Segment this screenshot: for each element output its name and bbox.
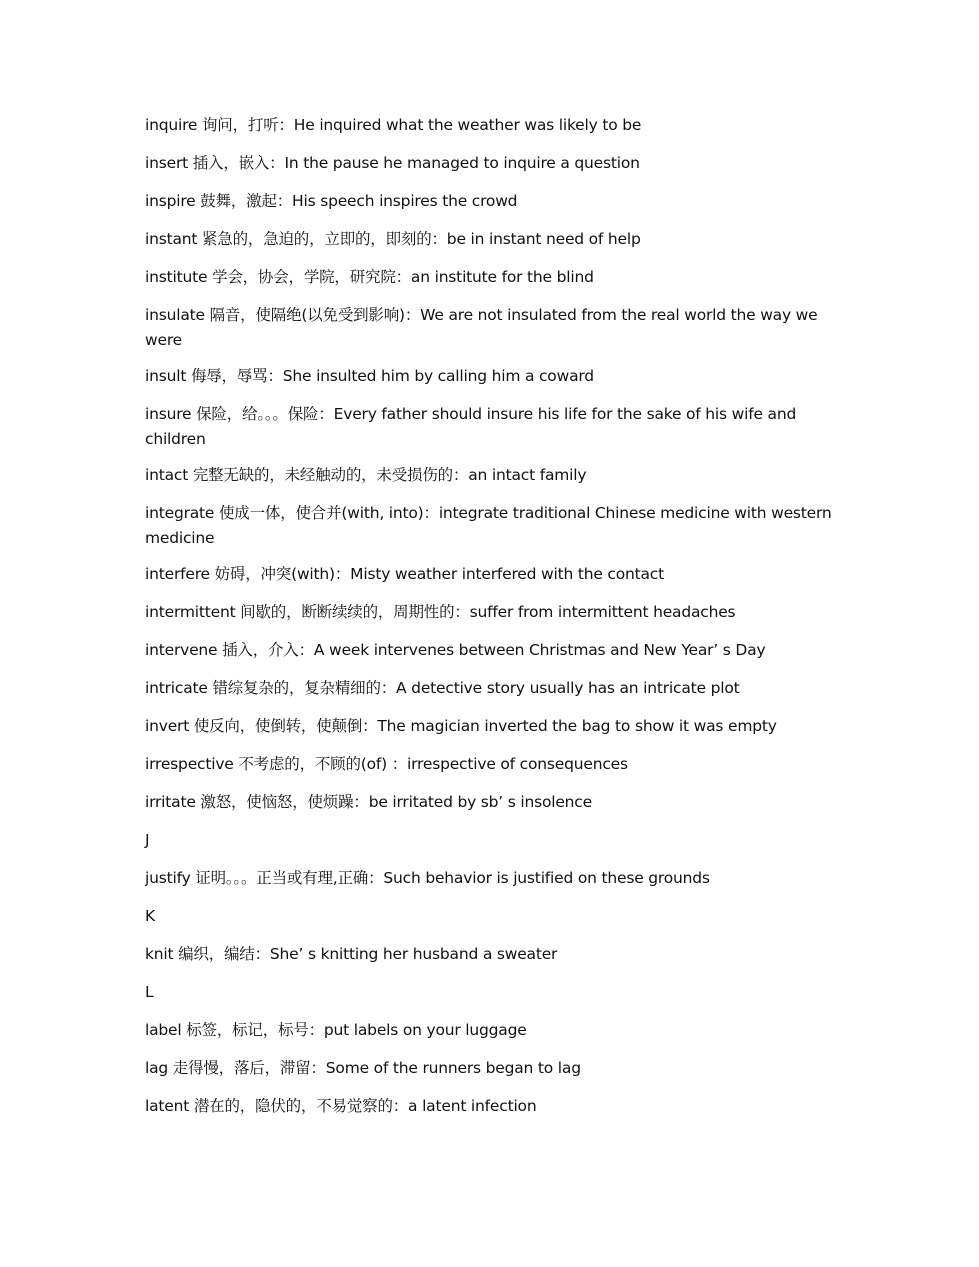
entry-interfere: interfere 妨碍，冲突(with)：Misty weather interfered with the contact (145, 565, 664, 583)
entry-lag: lag 走得慢，落后，滞留：Some of the runners began to lag (145, 1059, 581, 1077)
section-letter-j: J (145, 831, 150, 849)
entry-insult: insult 侮辱，辱骂：She insulted him by calling him a coward (145, 367, 594, 385)
entry-instant: instant 紧急的，急迫的，立即的，即刻的：be in instant need of help (145, 230, 641, 248)
section-letter-k: K (145, 907, 156, 925)
entry-insulate: insulate 隔音，使隔绝(以免受到影响)：We are not insulated from the real world the way we were (145, 306, 818, 349)
entry-intermittent: intermittent 间歇的，断断续续的，周期性的：suffer from intermittent headaches (145, 603, 736, 621)
entry-label: label 标签，标记，标号：put labels on your luggage (145, 1021, 527, 1039)
entry-institute: institute 学会，协会，学院，研究院：an institute for the blind (145, 268, 594, 286)
entry-intact: intact 完整无缺的，未经触动的，未受损伤的：an intact family (145, 466, 587, 484)
entry-inquire: inquire 询问，打听：He inquired what the weather was likely to be (145, 116, 642, 134)
entry-integrate: integrate 使成一体，使合并(with, into)：integrate traditional Chinese medicine with western medicine (145, 504, 832, 547)
entry-insert: insert 插入，嵌入：In the pause he managed to inquire a question (145, 154, 640, 172)
entry-latent: latent 潜在的，隐伏的，不易觉察的：a latent infection (145, 1097, 537, 1115)
entry-intervene: intervene 插入，介入：A week intervenes between Christmas and New Year’ s Day (145, 641, 766, 659)
entry-insure: insure 保险，给。。。保险：Every father should insure his life for the sake of his wife and children (145, 405, 797, 448)
entry-inspire: inspire 鼓舞，激起：His speech inspires the crowd (145, 192, 518, 210)
section-letter-l: L (145, 983, 154, 1001)
entry-intricate: intricate 错综复杂的，复杂精细的：A detective story usually has an intricate plot (145, 679, 740, 697)
entry-irritate: irritate 激怒，使恼怒，使烦躁：be irritated by sb’ s insolence (145, 793, 592, 811)
document-page (145, 113, 835, 1132)
entry-irrespective: irrespective 不考虑的，不顾的(of) ：irrespective of consequences (145, 755, 628, 773)
entry-justify: justify 证明。。。正当或有理,正确：Such behavior is justified on these grounds (145, 869, 710, 887)
entry-invert: invert 使反向，使倒转，使颠倒：The magician inverted the bag to show it was empty (145, 717, 777, 735)
entry-knit: knit 编织，编结：She’ s knitting her husband a sweater (145, 945, 558, 963)
